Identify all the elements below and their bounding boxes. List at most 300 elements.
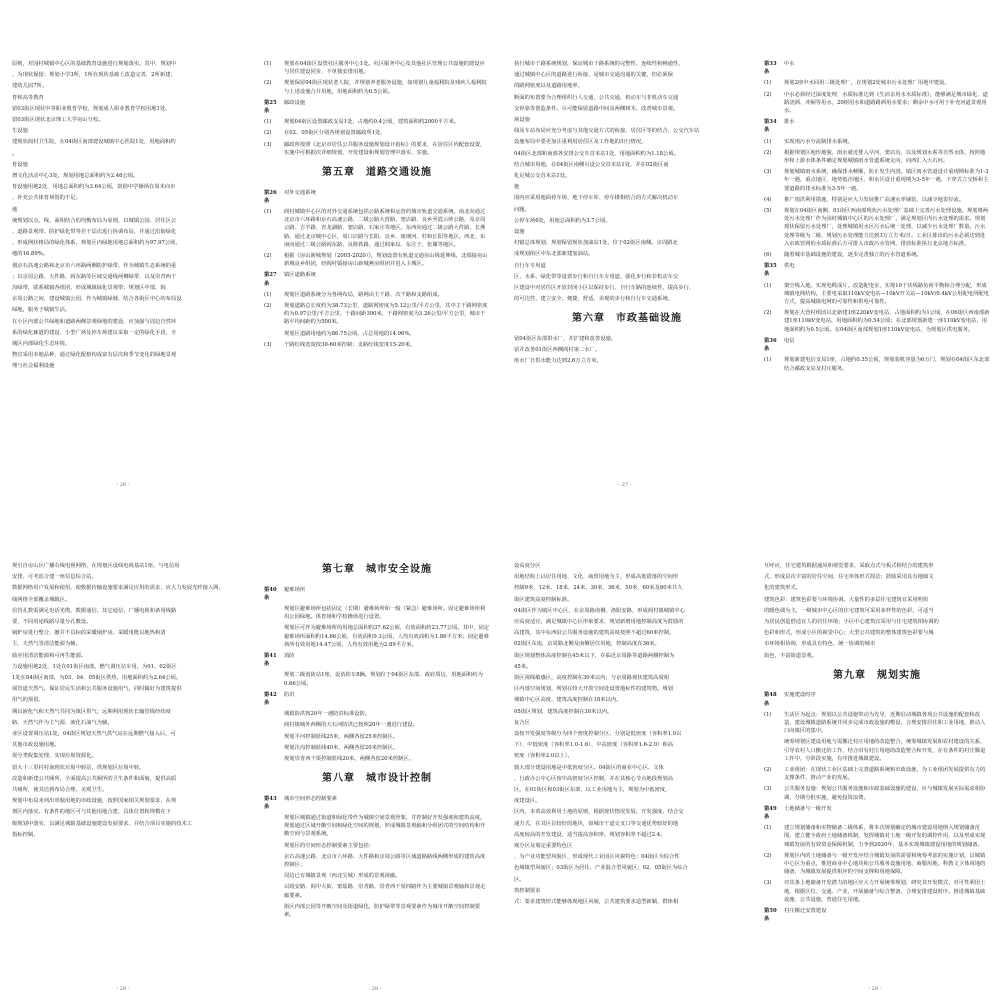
- text-line: 化足城公交首末站1处。: [514, 173, 571, 180]
- text-line: 座水厂日供水能力达到2.6万立方米。: [514, 358, 602, 365]
- text-line: 圾分类收集处理，实现垃圾资源化。: [12, 753, 97, 760]
- text-line: 育设施用地2处，用地总面积约为3.64公顷，鼓励中学操场在周末向市: [12, 184, 176, 191]
- clause-number: (2): [264, 130, 272, 137]
- clause-item: [764, 879, 990, 904]
- clause-text: 架空线入地，实现电缆成片。改造配电室，实现10千伏线路负荷平衡和合理分配，形成城镇电网结构。主要电采取110kV变电站—10kV开关站—10kV/0.4kV公用配电所配电方式，提高城镇电网的可靠性和供电可靠性。: [784, 282, 989, 306]
- text-line: 级规划中落实，以满足城镇基础设施建设发展要求，并结合项目实施的技术工: [12, 820, 193, 827]
- text-line: 通方式，在其区位较好的地块，如城市干道交叉口等交通优势较好的地: [514, 820, 679, 827]
- clause-number: (5): [764, 208, 772, 215]
- text-line: 04街区作为镇区中心区，在京周路南侧、洛阳安路，形成阎村镇城镇中心: [514, 607, 685, 614]
- clause-number: (1): [764, 357, 772, 364]
- clause-item: [264, 755, 490, 763]
- text-line: 应高度适宜，满足城镇中心区形象要求，规划新增用地控制高度为鼓励的: [514, 619, 684, 626]
- clause-item: [764, 196, 990, 204]
- clause-item: [264, 252, 490, 268]
- page-number: - 28 -: [116, 986, 130, 992]
- text-line: 的暖色调为主，一级城市中心区的住宅建筑可采用多样性的色彩，可适当: [764, 607, 934, 614]
- text-line: 下）、中低密度（容积率1.0-1.6）、中高密度（容积率1.6-2.0）和高: [514, 742, 674, 749]
- clause-text: 生活区为起点：规划以公共设施带动为先导，近期启动城镇各项公共设施的配套和改造，建设城镇道路系统并同步完成市政设施的敷设，合理安排居住和工业用地，推动人口向镇区的集中。: [784, 711, 986, 735]
- clause-item: [264, 330, 490, 338]
- clause-text: 街区内部公园等开敞空间及街道绿化，防护绿带等景观要素作为城市开敞空间控制要素。: [284, 903, 480, 919]
- text-line: 留并改善01街区西侧阎村第二水厂。: [514, 347, 601, 354]
- clause-item: [764, 824, 990, 849]
- text-line: 。: [12, 150, 18, 157]
- clause-text: 以阎安路、阎中大街、窦瑶路、崇青路、崇青西干渠四路作为主要城镇景观轴和景观走廊要素。: [284, 884, 486, 899]
- text-line: 励应用清洁能源和可再生能源。: [12, 652, 87, 659]
- article-title: 中水: [784, 61, 795, 67]
- text-line: 度建设区。: [514, 798, 541, 805]
- spacer: [264, 883, 278, 899]
- clause-number: (2): [764, 310, 772, 317]
- text-line: 改造和新建公共厕所，全面提高公共厕所的卫生条件和面貌，提供高质: [12, 775, 177, 782]
- page-28-left: [0, 504, 246, 1000]
- text-line: 式，形成层次丰富的居住空间，住宅单体形式简洁；鼓励采用具有地域文: [764, 574, 934, 581]
- clause-item: [764, 207, 990, 248]
- clause-item: [264, 872, 490, 880]
- text-line: 区内部空间规划，规划在较大开放空间处设置地标性的建筑物。规划: [514, 686, 673, 693]
- text-line: 系的绿化廊道的建设，小型广场及停车场建议采取一定的绿化手段，全: [12, 329, 177, 336]
- clause-number: (2): [264, 252, 272, 259]
- text-line: 45米。: [514, 663, 532, 670]
- text-line: 化的建筑形式。: [764, 585, 802, 592]
- page-27-far-body: [764, 60, 990, 376]
- chapter-heading: 第八章 城市设计控制: [322, 773, 432, 785]
- clause-number: (1): [764, 282, 772, 289]
- clause-text: 规划04街区设置邮政支局1处，占地约0.4公顷，建筑面积约2000平方米。: [284, 119, 460, 126]
- article-number: 第42条: [264, 691, 277, 706]
- text-line: 设施布局中要更加注重利用居住区及工作地的出行情况。: [514, 139, 647, 146]
- text-line: 指标控制。: [12, 831, 39, 838]
- text-line: 统规划以点、线、面相结合的均衡布局为原则，以城镇公园、居住区公: [12, 217, 177, 224]
- page-27-left: [252, 0, 498, 496]
- clause-item: [264, 302, 490, 327]
- text-line: 用地结构上以居住用地、文化、商贸用地为主，形成高低错落的空间形: [514, 574, 679, 581]
- text-line: 自行车专用道: [514, 262, 546, 269]
- text-line: 京周公路之间，建设城镇公园，作为城镇绿肺，结合各街区中心的布局设: [12, 296, 182, 303]
- clause-text: 规划道路总长度约为38.73公里，道路网密度为5.12公里/平方公里，其中主干路网密度约为0.97公里/平方公里，干路间距390米，干路网密度为3.26公里/平方公里，城市干路平均间距约为500米。: [284, 302, 488, 326]
- text-line: 互呼应，住宅建筑根据通风和视觉要求，采取点式与板式相结合的建筑形: [764, 563, 934, 569]
- clause-item: [264, 671, 490, 687]
- clause-number: (3): [264, 141, 272, 148]
- clause-item: [264, 710, 490, 718]
- text-line: 划京石高速公路和北京市六环路两侧防护绿带，作为城镇生态系统的重: [12, 262, 177, 269]
- text-line: 要，不同用途线路尽量分孔敷设。: [12, 619, 92, 626]
- clause-item: [264, 721, 490, 729]
- clause-text: 规划区避难场所包括固定（长期）避难场所和一般（紧急）避难场所。固定避难场所利用公园绿地、体育场和学校操场进行设置。: [284, 605, 486, 621]
- chapter-heading: 第七章 城市安全设施: [322, 564, 432, 575]
- article-title: 消防: [284, 652, 295, 659]
- article-number: 第34条: [764, 119, 777, 134]
- text-line: 用气的预留。: [12, 697, 44, 704]
- text-line: 主，天然气等清洁能源为辅。: [12, 641, 81, 648]
- page-number: - 26 -: [116, 482, 130, 488]
- page-number: - 29 -: [868, 986, 882, 992]
- text-line: 街区规划整体高度控制在45米以下，在临近京周路等道路两侧控制为: [514, 652, 675, 659]
- clause-text: 建立规划储备和实物储备二级体系，将本次规划确定的城市建设用地纳入规划储备范围，建立健全政府土地储备机制，发挥城镇对土地一级开发的调控作用，以及形成实现城镇发展的有效资金保障机制，力争到2020年，基本实现城镇建设用地的规划储备。: [784, 825, 986, 848]
- clause-item: [264, 624, 490, 649]
- article-number: 第50条: [764, 908, 777, 923]
- text-line: 成规划街区中东北部新建加油站。: [514, 251, 594, 258]
- text-line: 街区视线敏感区，高度控制在30米以内；与京周路现状建筑高度相: [514, 675, 670, 682]
- text-line: 公停车场6处，用地总面积约为3.7公顷。: [514, 217, 611, 224]
- text-line: 的路网密度以及道路用地率。: [514, 83, 583, 90]
- spacer: [264, 605, 278, 621]
- text-line: 城镇中心区高度，建筑高度控制在18米以内。: [514, 697, 622, 704]
- clause-number: (2): [764, 852, 772, 859]
- clause-number: (4): [764, 196, 772, 203]
- chapter-heading: 第九章 规划实施: [833, 669, 921, 681]
- clause-text: 规划在04街区设置社区服务中心1处。社区服务中心及其他社区管理公共设施的建设应与居住建设同步，不单独安排用地。: [284, 61, 485, 76]
- text-line: 业区设置调压站1处，04街区规划天然气供气站在远期燃气接入后，可: [12, 731, 176, 738]
- text-line: 区建设中对居住区开放封闭小区以保持步行、自行车路的连续性，提高步行、: [514, 285, 695, 292]
- text-line: 设施: [514, 229, 525, 236]
- page-28-right-body: [264, 554, 490, 922]
- text-line: ；以京周公路、大件路、阎东路等区域交通线两侧绿带，以及崇青西干: [12, 273, 177, 280]
- clause-item: [764, 251, 990, 259]
- text-line: 、道路景观带、防护绿化带等若干层次进行协调布局，并通过沿街绿化: [12, 229, 177, 236]
- clause-item: [764, 79, 990, 87]
- text-line: 地的16.89%。: [12, 251, 49, 258]
- text-line: 留大十三里村村南现状垃圾中转站，供规划区垃圾中转。: [12, 764, 145, 771]
- clause-text: 公共服务设施：规划公共服务设施和市政基础设施的建设，应与城镇发展实际需求相协调，分期分批实施，避免投资浪费。: [784, 786, 986, 801]
- clause-item: [264, 129, 490, 137]
- spacer: [264, 671, 278, 687]
- text-line: 其他市政设施用地。: [12, 742, 60, 749]
- clause-item: [764, 138, 990, 146]
- text-line: 设按开发强度等级分为四个密度控制分区，分别是低密度（容积率1.0以: [514, 731, 682, 738]
- clause-item: [764, 282, 990, 307]
- text-line: 规引自房山区广播有线电视网络，在规划区设线电视基站1座，与电信用: [12, 563, 180, 569]
- clause-text: 中水必须经过深度处理，水质标准达到《生活杂用水水质标准》，能够满足城市绿化、道路浇洒、冲厕等用水，20树用水和道路路洒用水要求；剩余中水可用于补充河道景观用水。: [784, 91, 988, 115]
- article-number: 第25条: [264, 99, 277, 115]
- text-line: 色城镇型风貌区；03街区为居住、产业混合型风貌区；02、05街区为综合: [514, 865, 688, 872]
- clause-text: 规划在04街区南侧、01街区西南部现状污水处理厂基础上完善污水处理设施。规划将两处污水处理厂作为园村城镇中心区的污水处理厂，满足规划区内污水处理的需求。规划现状保留污水处理厂，处理城镇用水区污水后统一处理，以减少污水处理厂数量。污水处理等级为二级，规划污水处理能力达到3万立方米/日。工业区排出的污水必须达到进入市政管网的水质标准后方可排入市政污水管网，排放标准执行北京地方标准。: [784, 208, 989, 247]
- page-27-left-body: [264, 60, 490, 352]
- text-line: 执行城市干路系统规划，保证城市干路系统的完整性，连续性和畅通性，: [514, 61, 684, 67]
- text-line: 育和高等教育: [12, 94, 44, 101]
- clause-item: [764, 149, 990, 165]
- text-line: 建幼儿园7所。: [12, 83, 48, 90]
- text-line: 物宜采用本地品种，通过绿化配植构成富有层次和季节变化的绿地景观: [12, 352, 177, 359]
- text-line: 留03街区现状北京理工大学房山分校。: [12, 117, 104, 124]
- page-28-right: [252, 504, 498, 1000]
- clause-number: (3): [764, 169, 772, 176]
- text-line: 留03街区现状中等职业教育学校，规划成人职业教育学校用地1处。: [12, 105, 171, 112]
- article-title: 村庄搬迁安置建设: [784, 908, 827, 914]
- clause-number: (2): [764, 149, 772, 156]
- text-line: 问题。: [514, 206, 530, 213]
- text-line: 筑控制要求: [514, 887, 541, 894]
- page-27-right-body: [514, 60, 740, 369]
- clause-text: 阎村城镇中心区的对外交通系统包括公路系统和运营的城市轨道交通系统。南北向通过北京市六环路和京石高速公路，二级公路大营路、窦店路、良乡至霞云岭公路，及京周公路、吉羊路、青龙湖路、窦店路、石家庄等地区。东西向通过二级公路大件路、长燕路，通过北京城中心区，周口店路与长阳、良乡、琉璃河、村和长阳等地区。西北、东南向通过二级公路阎东路、良陈铁路，通过阎家坟、东庄子、张谢等地区。: [284, 208, 486, 248]
- clause-item: [264, 842, 490, 850]
- chapter-heading: 第六章 市政基础设施: [572, 313, 682, 325]
- text-line: ，补充公共体育场馆的不足。: [12, 195, 81, 202]
- text-line: 路，天然气作为主气源，液化石油气为辅。: [12, 719, 113, 726]
- clause-text: 规划保留04街区现状老人院，并规划养老服务设施，如规划儿童福利院及残疾人福利院与上述设施合并用地，用地面积约为0.5公顷。: [284, 80, 487, 95]
- text-line: 力设施用地2处，1处在01街区南部，燃气调压站车用，为01、02街区: [12, 663, 177, 670]
- article-number: 第49条: [764, 805, 777, 820]
- text-line: 原则，对园村城镇中心区的基础教育设施进行规划落实。其中，规划中: [12, 61, 177, 67]
- clause-text: 规划新建电信支局1座，占地约0.35公顷，规划装机容量为6万门，规划在04街区东北部结合邮政支局及村庄服务。: [784, 357, 990, 372]
- clause-number: (1): [264, 119, 272, 126]
- text-line: 镇大部分建设用地是中低密度分区。04街区的商业中心区、文体: [514, 764, 664, 771]
- text-line: 留04街区东部供水厂，并扩建和改善设施。: [514, 335, 617, 342]
- article-title: 电信: [784, 337, 795, 344]
- clause-item: [764, 309, 990, 334]
- text-line: 02街区东南，京周路北侧及南侧居住用地，控制高度在36米。: [514, 641, 660, 648]
- text-line: 市环境相协调，形成具有特色、统一协调的城市: [764, 641, 876, 648]
- clause-item: [264, 853, 490, 869]
- text-line: 生设施: [12, 128, 28, 135]
- article-title: 实施建设时序: [784, 692, 816, 699]
- clause-text: 阎村镇城外西侧的大石河防洪已按照20年一遇进行建设。: [284, 722, 418, 729]
- text-line: 观分区及划定重要特色区: [514, 843, 573, 850]
- text-line: 复合区: [514, 719, 530, 726]
- clause-number: [764, 738, 778, 763]
- clause-text: 根据规划区地形地貌，雨水就近排入早河、窦店沟，以及规划水系等自然水体，按照地形和上游水体条件确定规划城镇雨水管道系统走向，向西汇入大石河。: [784, 149, 986, 165]
- text-line: 安排，可考虑合建一座信息综合站。: [12, 574, 97, 581]
- text-line: 建筑色彩：建筑色彩要与环境协调。大量性的多层住宅建筑宜采用明快: [764, 596, 929, 603]
- text-line: 高度较高的开发建设，适当提高容积率，规划容积率不超过2.4。: [514, 831, 666, 838]
- clause-text: 规划在大营村组团以北新建1座220kV变电站，占地面积约为1公顷，在06街区西南部新建1座110kV变电站，用地面积约为0.54公顷；在北部规划新建一座110kV变电站，用地面积约为0.5公顷。在04街区南部规划1座110kV变电站，为规划区供电服务。: [784, 310, 990, 333]
- text-line: 建现状阎村卫生院，在04街区南部建设城镇中心医院1处，用地面积约: [12, 139, 176, 146]
- article-title: 排水: [784, 119, 795, 126]
- clause-number: (2): [264, 302, 272, 309]
- clause-item: [264, 733, 490, 741]
- clause-item: [264, 118, 490, 126]
- text-line: 施: [514, 184, 520, 191]
- text-line: 线及车站布局应充分考虑与其他交通方式的衔接，居住区等的结合，公交汽车站: [514, 128, 700, 135]
- text-line: 控制9米、12米、18米、24米、30米、36米、50米、60米及80米共九: [514, 585, 683, 592]
- clause-item: [264, 605, 490, 621]
- chapter-heading: 第五章 道路交通设施: [322, 167, 432, 179]
- spacer: [264, 710, 278, 718]
- text-line: 密度（容积率2.0以上）。: [514, 753, 573, 760]
- article-title: 城市空间形态控制要素: [284, 795, 337, 802]
- text-line: 、行政办公中心区按中高密度分区控制，并在其核心节点地段规划高: [514, 775, 673, 782]
- clause-item: [764, 738, 990, 763]
- article-title: 对外交通系统: [284, 189, 316, 196]
- clause-number: (1): [764, 80, 772, 87]
- text-line: 增文化活动中心3处，规划用地总面积约为2.46公顷。: [12, 173, 139, 180]
- text-line: 结合城市用地，在04街区南侧另设公交首末站1处，并在02街区南: [514, 161, 669, 168]
- clause-text: 推广雨洪利用措施，特别是应大力发展推广高速水率铺装，以减少地表径流。: [784, 196, 965, 203]
- text-line: 沟绿带，联系城镇各组团，形成城镇绿化景观带；规划区中部、阎: [12, 285, 166, 292]
- text-line: 街色，丰富街道景观。: [764, 652, 817, 659]
- article-number: 第35条: [764, 263, 777, 278]
- text-line: 数据网络用户发展和使用，使数据传输设施要求满足应用的需求，应大力发展光纤接入网，: [12, 585, 224, 592]
- clause-item: [264, 744, 490, 752]
- clause-text: 规划区可作为避难场所的用地总面积约37.62公顷，有效面积约23.77公顷。其中，固定避难场所面积约14.66公顷，有效面积9.3公顷，人均有效面积为1.86平方米；固定避难场所有效用地14.47公顷，人均有效用地为2.89平方米。: [284, 625, 490, 648]
- clause-item: [264, 814, 490, 839]
- page-28-left-body: [12, 562, 238, 842]
- page-number: - 27 -: [618, 482, 632, 488]
- clause-number: (1): [764, 138, 772, 145]
- clause-item: [764, 785, 990, 801]
- clause-item: [264, 141, 490, 157]
- text-line: 设高度分区: [514, 563, 541, 569]
- text-line: 04街区北部和南部各安排公交车首末站1处，用地面积约为1.18公顷。: [514, 150, 679, 157]
- text-line: 通过城镇中心区的道路进行衔接，是城市交通沟通的关键，但必须保: [514, 72, 673, 79]
- clause-text: 工业组团：在现状工业区基础上完善道路系统和市政设施，为工业组团发展提供有力的支撑条件，推动产业的发展。: [784, 766, 986, 782]
- clause-text: 规划城镇雨水系统，确保排水畅顺，防止发生内涝。镇区雨水管道设计重现期标准为1-3年一遇，重点地区、地势低洼地区、积水区设计重现期为3-5年一遇，下穿式立交桥和主要道路的排水标准为3-5年一遇。: [784, 169, 989, 192]
- clause-number: (3): [264, 341, 272, 348]
- text-line: 绿地，服务于城镇生活。: [12, 307, 71, 314]
- clause-text: 邮政所按照《北京市居住公共服务设施规划设计指标》的要求，在居住区内配套设置，实施中可根据次详细规划，开发建设和规划管理中落实、实施。: [284, 141, 486, 156]
- clause-text: 在02、05街区分别各规划设置邮政所1处。: [284, 130, 386, 137]
- spacer: [264, 814, 278, 839]
- page-27-right: [502, 0, 748, 496]
- text-line: 信管孔数需满足电话光缆、数据通信、其它通信、广播电视和备用线路: [12, 607, 177, 614]
- spacer: [264, 842, 278, 850]
- spacer: [264, 624, 278, 649]
- spacer: [264, 853, 278, 869]
- article-number: 第48条: [764, 692, 777, 707]
- article-title: 供电: [784, 263, 795, 270]
- clause-number: (1): [264, 61, 272, 67]
- article-number: 第26条: [264, 189, 277, 204]
- clause-number: (1): [764, 711, 772, 718]
- clause-text: 统筹规划区建设用地与需搬迁村庄用地的改造整合，统筹城镇发展和农村建设的关系，引导农村人口搬迁的工作，结合旧有村庄用地的改造整合和开发，在有条件的村庄腾退工作中，分阶段实施，有序推进城镇建设。: [784, 739, 986, 762]
- clause-text: 规划洼沟控制蓝线40米，两侧各留20米控制区。: [284, 744, 399, 751]
- text-line: 的可达性，建立安全、便捷、舒适、美观的步行和自行车交通系统。: [514, 296, 673, 303]
- clause-text: 干路红线宽度按30-60米控制；支路红线宽度15-20米。: [284, 341, 416, 348]
- page-number: - 28 -: [368, 986, 382, 992]
- text-line: 城区内部绿化生态环境。: [12, 341, 71, 348]
- text-line: 、为产业功能型风貌区、形成现代工业园区风貌特色；04街区为综合性: [514, 854, 680, 861]
- spacer: [264, 872, 278, 880]
- spacer: [264, 744, 278, 752]
- page-27-far: [752, 0, 998, 496]
- article-number: 第33条: [764, 61, 777, 76]
- clause-text: 规划区道路用地约为86.75公顷，占总用地的14.96%。: [284, 330, 415, 337]
- spacer: [264, 755, 278, 763]
- clause-text: 城镇防洪按20年一遇防洪标准设防。: [284, 711, 371, 718]
- text-line: 交停靠等创造条件。尽可能保留道路中间及两侧树木，改善城市景观。: [514, 105, 679, 112]
- page-29-left: [502, 504, 748, 1000]
- clause-text: 实现雨污水分流制排水系统。: [784, 138, 853, 145]
- text-line: 锅炉房进行整合，撤并不具标的采暖锅炉房。采暖用能以地热和清: [12, 630, 166, 637]
- clause-item: [764, 356, 990, 372]
- text-line: 区、水系、绿化带等设置步行和自行车专用道，强化步行和非机动车交: [514, 273, 679, 280]
- text-line: 村镇总体规划，规划保留现状加油站1处，位于02街区南侧。京周路北: [514, 240, 678, 247]
- clause-text: 规划区道路系统分为各网布局，路网由主干路、次干路和支路组成。: [284, 291, 443, 298]
- clause-text: 规划区内的土地储备与一级开发应结合城镇发展的需要和统筹考虑的实施计划，以城镇中心区为重点，推进商业中心地块和公共服务设施用地、商服用地、科教文卫体用地的储备，为城镇发展提供相应的空间支撑和用地保障。: [784, 852, 986, 876]
- article-title: 避难场所: [284, 586, 306, 593]
- clause-number: (3): [764, 786, 772, 793]
- article-title: 邮政设施: [284, 99, 306, 106]
- clause-number: (6): [764, 252, 772, 259]
- article-title: 土地储备与一级开发: [784, 805, 832, 812]
- clause-text: 根据《房山新城规划（2005-2020）》，规划设置有轨道交通房山线延伸线，北端接房山新城良乡组团，经阎村镇接房山新城燕房组团并进入主城区。: [284, 252, 488, 268]
- article-number: 第43条: [264, 795, 277, 810]
- clause-text: 随着城市基础设施的建设，逐步完善独立的污水管道系统。: [784, 252, 922, 259]
- clause-number: (2): [764, 91, 772, 98]
- text-line: 地: [12, 206, 18, 213]
- article-number: 第36条: [764, 337, 777, 353]
- clause-text: 周边已有城镇景观（西北宝城）形成的景观视廊。: [284, 873, 401, 880]
- clause-number: (2): [264, 80, 272, 87]
- text-line: ，形成网状格局的绿化体系。规划区内绿地用地总面积约为97.97公顷，: [12, 240, 181, 247]
- text-line: 区内，本着高效利用土地的原则，根据现状情况发展，开发强度，结合交: [514, 809, 684, 816]
- clause-number: [264, 330, 278, 338]
- clause-item: [764, 852, 990, 877]
- text-line: 为居民创造舒适宜人的居住环境；小区中心建筑宜采用与住宅建筑相协调的: [764, 619, 939, 626]
- page-29-right-body: [764, 562, 990, 926]
- clause-number: (2): [764, 766, 772, 773]
- text-line: 区。在01街区和03街区东部，以工业用地为主，规划为中低密度，: [514, 787, 671, 794]
- page-26-body: [12, 60, 238, 374]
- clause-text: 对其条上地储备开发潜力的地区应大力开展统筹规划，研究其开发模式，对可性利用土地，根据区位、交通、产业，开展储备与综合整备，合理安排建设时序。推进城镇基础设施、公共设施，普通住宅用地。: [784, 880, 986, 903]
- spacer: [264, 903, 278, 919]
- clause-text: 京石高速公路、北京市六环路、大件路和京周公路等区域道路路线两侧形成的建筑高度控制区；: [284, 853, 486, 869]
- text-line: 断面的布置要为合理组织行人交通，公共交通，机动车与非机动车交通: [514, 94, 679, 101]
- text-line: 1处在04街区南部，为03、04、05街区供热，用地面积约为2.64公顷。: [12, 675, 182, 682]
- page-26: [0, 0, 246, 496]
- text-line: 色彩和形式，形成小区的视觉中心；大型公共建筑的整体建筑色彩要与城: [764, 630, 934, 637]
- text-line: 展管道天然气，保证居民生活和公共服务设施用气，同时做好为建筑提供: [12, 686, 182, 693]
- clause-number: (1): [264, 291, 272, 298]
- text-line: 共厕所，使其达到布局合理、美观卫生。: [12, 787, 108, 794]
- text-line: 在小区内部公共绿地和道路两侧景观绿地的建设，应加强与周边自然环: [12, 318, 177, 325]
- article-number: 第27条: [264, 272, 277, 287]
- clause-text: 规划区城镇通过街道和绿化带作为城镇空间景观骨架，并控制好开发强度和建筑高度。规划通过区域开敞空间和绿化空间的规划，形成城镇景观轴和分组团式的空间结构和开敞空间与景观系统。: [284, 815, 486, 838]
- clause-item: [264, 60, 490, 76]
- clause-text: 规划平河控制蓝线25米，两侧各留25米控制区。: [284, 733, 399, 740]
- text-line: 05街区规划，建筑高度控制在30米以内。: [514, 708, 613, 715]
- clause-item: [264, 79, 490, 95]
- clause-number: (1): [764, 825, 772, 832]
- text-line: 街区建筑高度控制标准。: [514, 596, 573, 603]
- clause-number: (3): [764, 880, 772, 887]
- spacer: [264, 733, 278, 741]
- clause-item: [764, 711, 990, 736]
- text-line: ，为现状保留；规划小学3所，1所在现状基础上改造完善，2所新建；: [12, 72, 176, 79]
- spacer: [264, 721, 278, 729]
- clause-item: [264, 903, 490, 919]
- clause-text: 规划崇青西干渠控制蓝线20米，两侧各留20米控制区。: [284, 755, 415, 762]
- text-line: 理与社会福利设施: [12, 363, 55, 370]
- text-line: 区。: [514, 876, 525, 883]
- article-number: 第40条: [264, 586, 277, 601]
- clause-number: (1): [264, 208, 272, 215]
- clause-item: [764, 91, 990, 116]
- clause-text: 规划2座中水回用三级处理厂，在规划2处城市污水处理厂用地中建设。: [784, 80, 950, 87]
- page-29-right: [752, 504, 998, 1000]
- text-line: 规划中布局未列出单独用地的市政设施，按照国家相关规划要求，在规: [12, 798, 177, 805]
- text-line: 期以液化气和天然气共同为镇区供气；远期利用现状长输管线经纬度: [12, 708, 171, 715]
- clause-item: [264, 291, 490, 299]
- clause-item: [264, 341, 490, 349]
- clause-item: [764, 168, 990, 193]
- text-line: 划区内落实。有条件的地区可与其他用地合建，具体位置和规模在下: [12, 809, 171, 816]
- clause-item: [764, 766, 990, 782]
- text-line: 式：要求建筑形式能够体现地区风貌，公共建筑要求造型新颖，群体相: [514, 899, 679, 906]
- clause-text: 规划二级消防站1座，设消防车8辆。规划位于04街区东部，政府周边，用地面积约为0.66公顷。: [284, 672, 483, 687]
- page-29-left-body: [514, 562, 740, 909]
- text-line: 线网络全部覆盖城镇区。: [12, 596, 71, 603]
- clause-text: 规划区的空间形态控制要素主要包括：: [284, 842, 375, 849]
- text-line: 围内应采用地面停车场、地下停车库、停车楼相结合的方式解决机动车: [514, 195, 679, 202]
- article-number: 第41条: [264, 652, 277, 668]
- text-line: 育设施: [12, 161, 28, 168]
- text-line: 场设施: [514, 117, 530, 124]
- clause-item: [264, 208, 490, 249]
- text-line: 高建筑，其中东西沿公共服务设施的建筑高度按照不超过60米控制。: [514, 630, 675, 637]
- article-title: 防洪: [284, 691, 295, 698]
- clause-item: [264, 883, 490, 899]
